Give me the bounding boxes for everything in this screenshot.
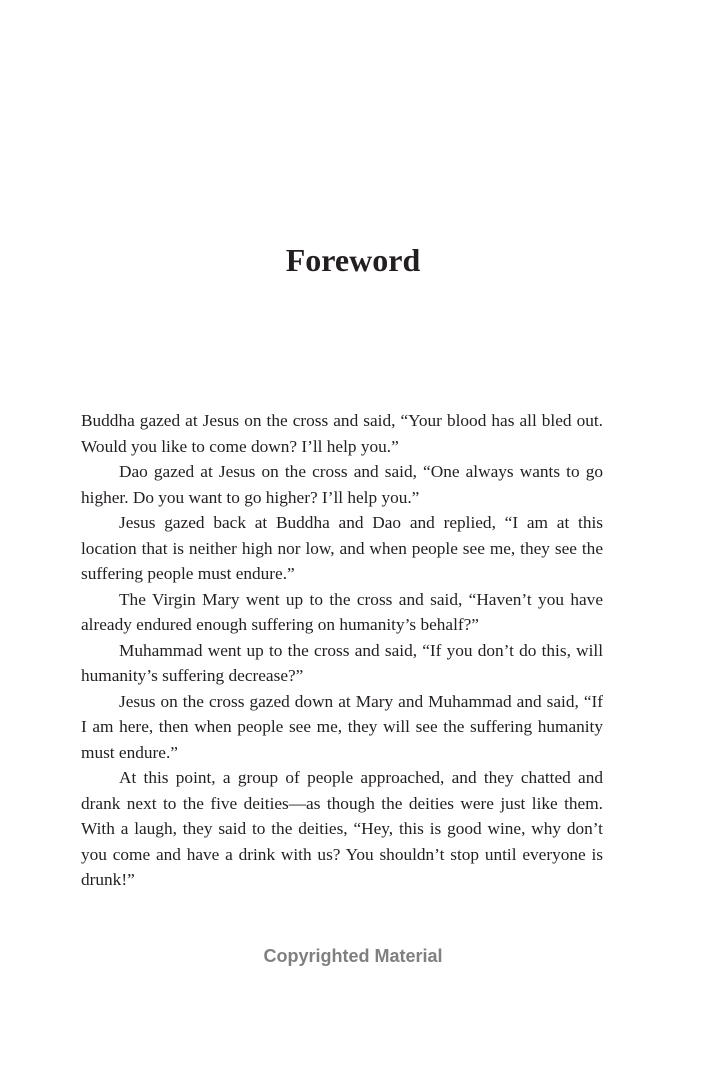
paragraph-1: Buddha gazed at Jesus on the cross and said, “Your blood has all bled out. Would you like to come down? I’ll help you.” — [81, 411, 603, 456]
paragraph-3: Jesus gazed back at Buddha and Dao and replied, “I am at this location that is neither high nor low, and when people see me, they see the suffering people must endure.” — [81, 513, 603, 583]
paragraph-7: At this point, a group of people approached, and they chatted and drank next to the five deities—as though the deities were just like them. With a laugh, they said to the deities, “Hey, this is good wine, why don’t you come and have a drink with us? You shouldn’t stop until everyone is drunk!” — [81, 768, 603, 889]
paragraph-2: Dao gazed at Jesus on the cross and said, “One always wants to go higher. Do you want to go higher? I’ll help you.” — [81, 462, 603, 507]
paragraph-5: Muhammad went up to the cross and said, “If you don’t do this, will humanity’s suffering decrease?” — [81, 640, 603, 685]
chapter-body — [81, 408, 603, 893]
copyright-watermark: Copyrighted Material — [263, 946, 443, 966]
chapter-title: Foreword — [285, 242, 421, 278]
paragraph-6: Jesus on the cross gazed down at Mary and Muhammad and said, “If I am here, then when people see me, they will see the suffering humanity must endure.” — [81, 691, 603, 762]
paragraph-4: The Virgin Mary went up to the cross and said, “Haven’t you have already endured enough suffering on humanity’s behalf?” — [81, 589, 603, 634]
